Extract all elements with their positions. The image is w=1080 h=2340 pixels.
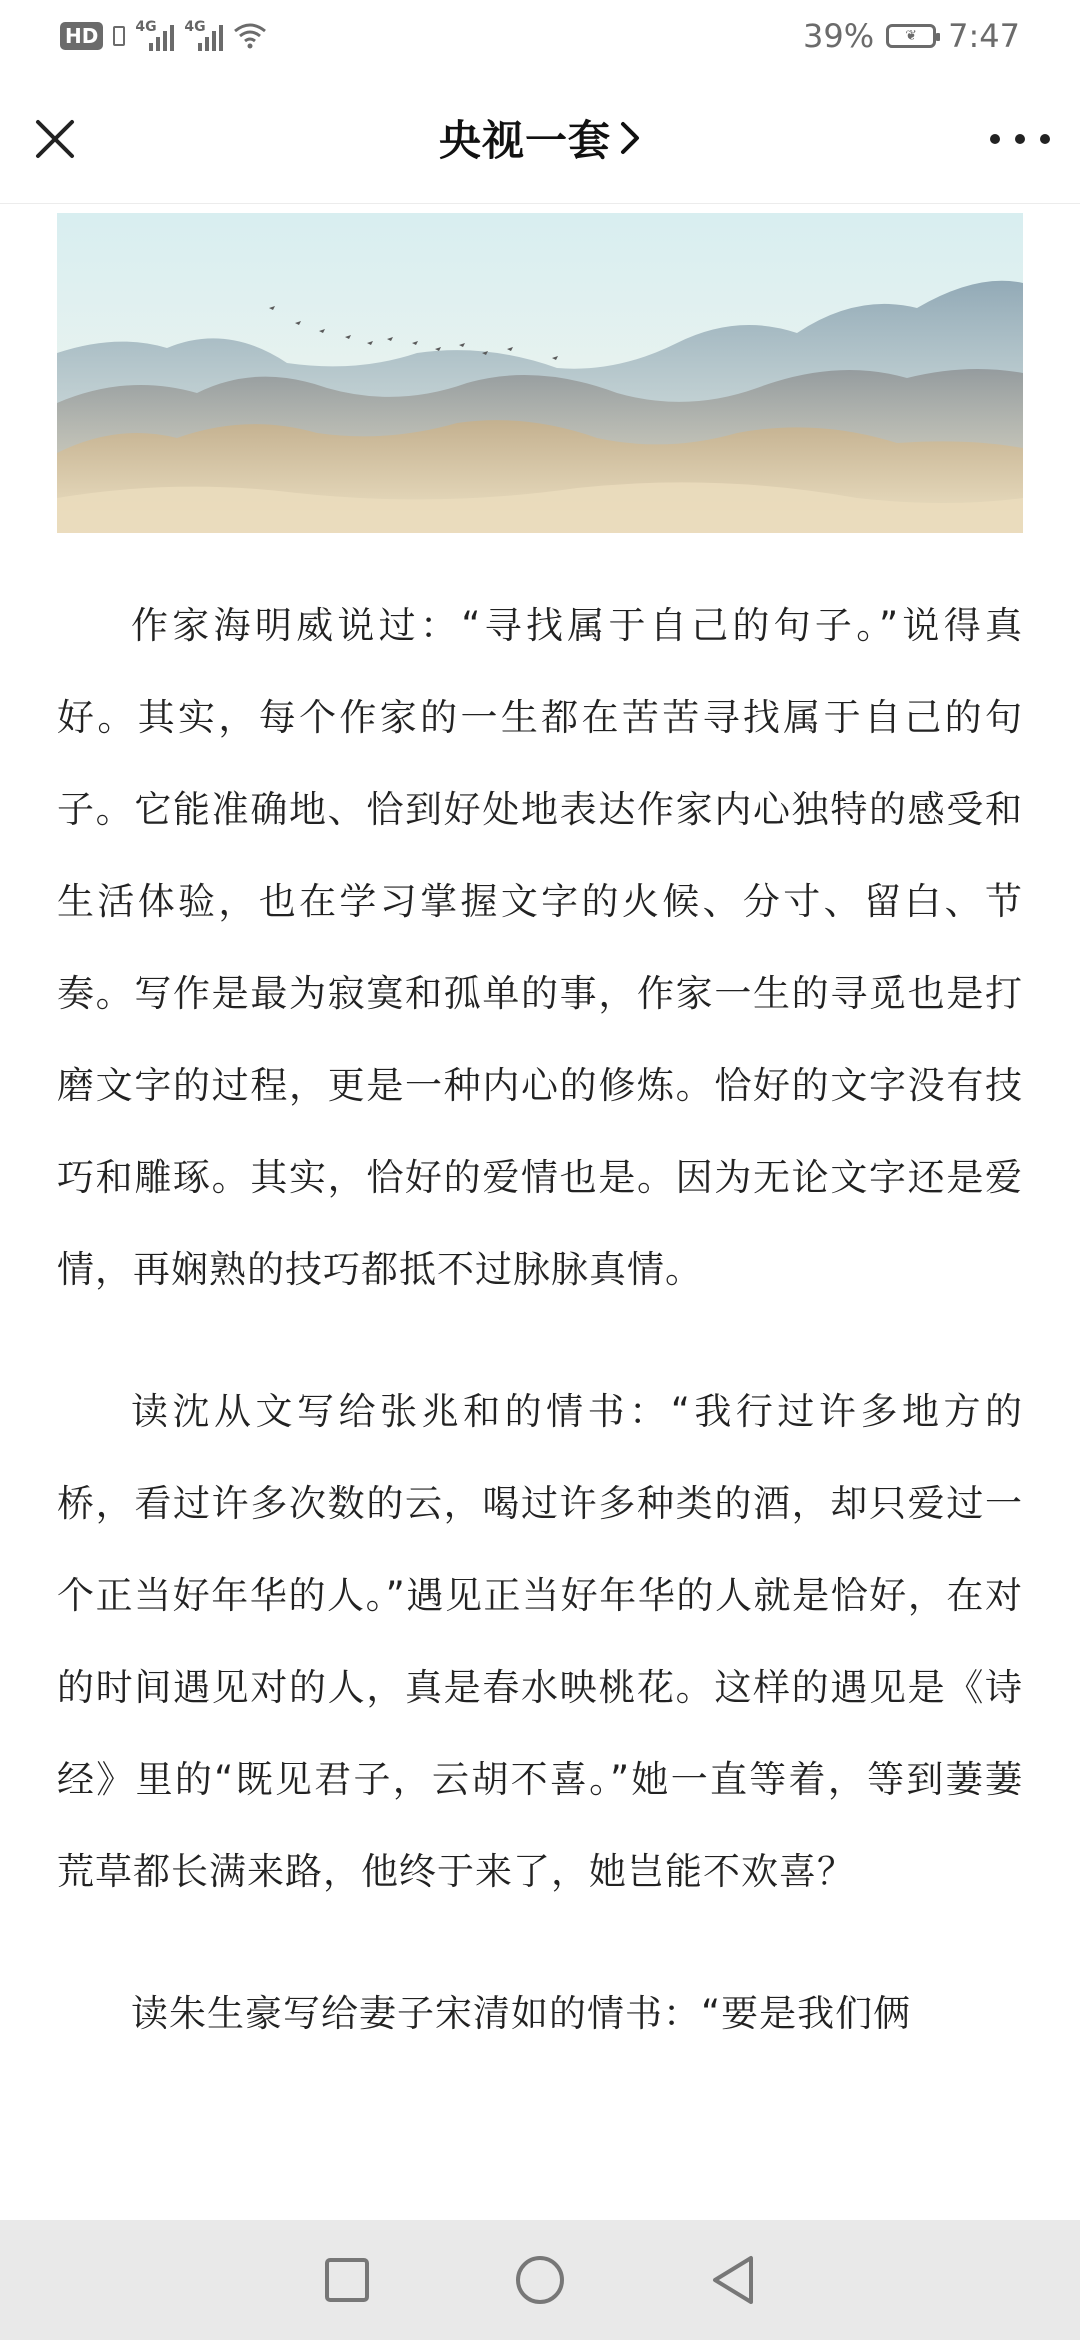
status-right [803, 17, 1020, 55]
article-paragraph-3: 读朱生豪写给妻子宋清如的情书：“要是我们俩 [131, 1992, 912, 2035]
account-title-link[interactable] [439, 108, 641, 168]
signal-icon-1: 4G [135, 21, 174, 51]
wifi-icon [233, 22, 267, 50]
square-icon[interactable] [319, 2252, 375, 2308]
article-paragraph-2: 读沈从文写给张兆和的情书：“我行过许多地方的桥，看过许多次数的云，喝过许多种类的酒，却只爱过一个正当好年华的人。”遇见正当好年华的人就是恰好，在对的时间遇见对的人，真是春水映桃花。这样的遇见是《诗经》里的“既见君子，云胡不喜。”她一直等着，等到萋萋荒草都长满来路，他终于来了，她岂能不欢喜？ [57, 1390, 1023, 1893]
status-left [60, 21, 267, 51]
triangle-back-icon[interactable] [705, 2252, 761, 2308]
nav-bar [0, 72, 1080, 204]
battery-icon: ❦ [886, 24, 936, 48]
close-icon[interactable] [30, 114, 80, 164]
clock: 7:47 [948, 17, 1020, 55]
circle-icon[interactable] [512, 2252, 568, 2308]
status-bar [0, 0, 1080, 72]
banner-image [57, 213, 1023, 533]
sim-icon [113, 26, 125, 46]
hd-badge: HD [60, 22, 103, 50]
battery-percent: 39% [803, 17, 875, 55]
signal-icon-2: 4G [184, 21, 223, 51]
chevron-right-icon [619, 120, 641, 156]
article-paragraph-1: 作家海明威说过：“寻找属于自己的句子。”说得真好。其实，每个作家的一生都在苦苦寻找属于自己的句子。它能准确地、恰到好处地表达作家内心独特的感受和生活体验，也在学习掌握文字的火候、分寸、留白、节奏。写作是最为寂寞和孤单的事，作家一生的寻觅也是打磨文字的过程，更是一种内心的修炼。恰好的文字没有技巧和雕琢。其实，恰好的爱情也是。因为无论文字还是爱情，再娴熟的技巧都抵不过脉脉真情。 [57, 604, 1023, 1291]
page-title: 央视一套 [438, 115, 611, 165]
system-nav-bar [0, 2220, 1080, 2340]
more-icon[interactable] [990, 122, 1050, 156]
article-body [57, 580, 1023, 2110]
